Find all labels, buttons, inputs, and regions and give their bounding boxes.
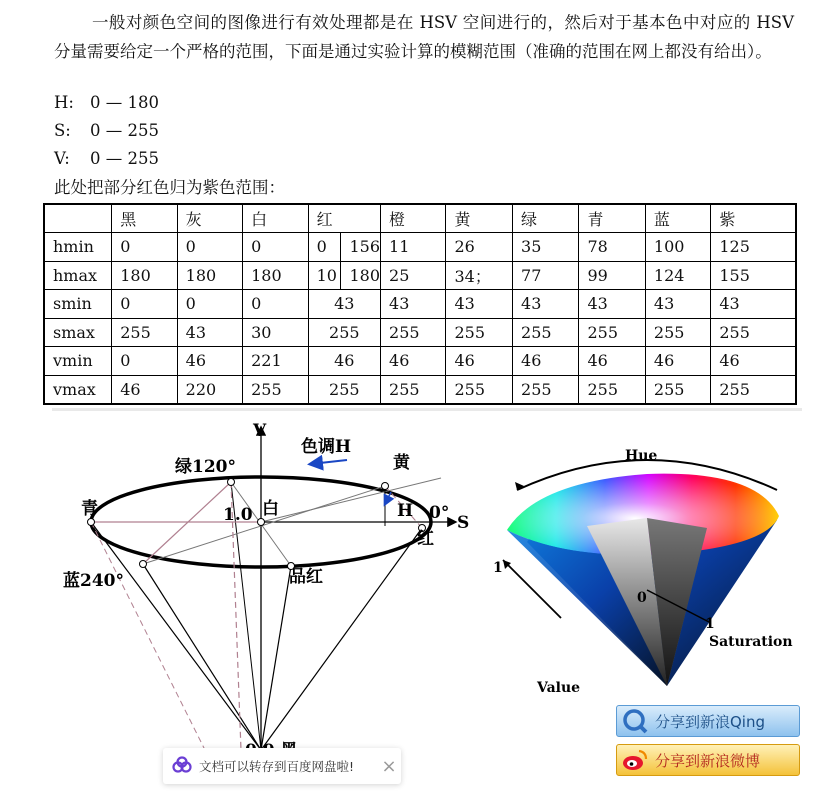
s-range: S: 0 — 255 xyxy=(54,121,159,140)
cell-black: 0 xyxy=(112,233,177,262)
cell-purple: 255 xyxy=(711,375,796,404)
cell-red: 46 xyxy=(308,347,380,376)
cell-white: 0 xyxy=(243,233,308,262)
cell-cyan: 99 xyxy=(579,261,645,290)
hue-label: 色调H xyxy=(301,437,352,457)
cell-yellow: 46 xyxy=(446,347,513,376)
v-axis-label: V xyxy=(253,421,267,441)
hsv-range-table xyxy=(43,203,797,405)
cell-yellow: 255 xyxy=(446,375,513,404)
cell-cyan: 46 xyxy=(579,347,645,376)
header-yellow: 黄 xyxy=(446,204,513,233)
cell-cyan: 43 xyxy=(579,290,645,319)
note-line: 此处把部分红色归为紫色范围： xyxy=(54,178,285,197)
hsv-color-cone xyxy=(493,430,805,698)
cell-purple: 43 xyxy=(711,290,796,319)
baidu-save-toast xyxy=(163,748,401,784)
header-black: 黑 xyxy=(112,204,177,233)
green-label: 绿120° xyxy=(175,457,236,477)
toast-text: 文档可以转存到百度网盘啦! xyxy=(199,759,355,774)
table-row xyxy=(44,347,796,376)
row-label: smin xyxy=(44,290,112,319)
cell-green: 77 xyxy=(513,261,579,290)
cell-red-b: 180 xyxy=(341,261,381,290)
section-divider xyxy=(52,408,802,411)
header-gray: 灰 xyxy=(177,204,242,233)
cell-purple: 46 xyxy=(711,347,796,376)
cell-gray: 0 xyxy=(177,233,242,262)
cell-yellow: 255 xyxy=(446,318,513,347)
header-blue: 蓝 xyxy=(645,204,710,233)
cell-black: 46 xyxy=(112,375,177,404)
cell-gray: 180 xyxy=(177,261,242,290)
cell-orange: 11 xyxy=(381,233,446,262)
cell-yellow: 26 xyxy=(446,233,513,262)
hue-direction-arrow xyxy=(311,460,347,464)
cell-blue: 124 xyxy=(645,261,710,290)
white-label: 白 xyxy=(262,499,279,519)
share-weibo-label: 分享到新浪微博 xyxy=(655,751,761,770)
h-range: H: 0 — 180 xyxy=(54,93,159,112)
cell-cyan: 78 xyxy=(579,233,645,262)
row-label: vmin xyxy=(44,347,112,376)
header-purple: 紫 xyxy=(711,204,796,233)
row-label: hmin xyxy=(44,233,112,262)
table-row xyxy=(44,375,796,404)
cell-orange: 25 xyxy=(381,261,446,290)
cell-blue: 100 xyxy=(645,233,710,262)
cyan-label: 青 xyxy=(81,499,98,519)
cell-orange: 255 xyxy=(381,375,446,404)
weibo-icon xyxy=(621,746,649,774)
cell-gray: 220 xyxy=(177,375,242,404)
cell-white: 255 xyxy=(243,375,308,404)
cloud-link-icon xyxy=(171,755,193,777)
search-q-icon xyxy=(621,707,649,735)
header-green: 绿 xyxy=(513,204,579,233)
h-label: H xyxy=(397,501,414,521)
toast-close-icon[interactable]: × xyxy=(381,755,397,777)
magenta-label: 品红 xyxy=(289,567,323,587)
cell-gray: 0 xyxy=(177,290,242,319)
row-label: smax xyxy=(44,318,112,347)
value-caption: Value xyxy=(537,680,581,696)
cell-blue: 255 xyxy=(645,375,710,404)
cell-cyan: 255 xyxy=(579,375,645,404)
table-row xyxy=(44,290,796,319)
row-label: hmax xyxy=(44,261,112,290)
cell-green: 43 xyxy=(513,290,579,319)
table-header-row xyxy=(44,204,796,233)
cell-blue: 46 xyxy=(645,347,710,376)
cell-gray: 43 xyxy=(177,318,242,347)
cell-cyan: 255 xyxy=(579,318,645,347)
share-weibo-button[interactable] xyxy=(616,744,800,776)
cell-green: 255 xyxy=(513,318,579,347)
yellow-label: 黄 xyxy=(393,453,410,473)
one-label: 1.0 xyxy=(223,505,253,525)
table-row xyxy=(44,233,796,262)
cell-orange: 43 xyxy=(381,290,446,319)
hsv-cone-diagram xyxy=(55,414,480,750)
cell-purple: 255 xyxy=(711,318,796,347)
cell-red-b: 156 xyxy=(341,233,381,262)
cell-red-a: 0 xyxy=(308,233,341,262)
cell-red: 255 xyxy=(308,318,380,347)
cell-red: 255 xyxy=(308,375,380,404)
cell-green: 46 xyxy=(513,347,579,376)
table-row xyxy=(44,318,796,347)
cell-purple: 125 xyxy=(711,233,796,262)
cell-black: 255 xyxy=(112,318,177,347)
cell-red-a: 10 xyxy=(308,261,341,290)
cell-blue: 255 xyxy=(645,318,710,347)
cell-yellow: 43 xyxy=(446,290,513,319)
header-red: 红 xyxy=(308,204,380,233)
cell-white: 221 xyxy=(243,347,308,376)
s-axis-label: S xyxy=(457,513,470,533)
cell-blue: 43 xyxy=(645,290,710,319)
hue-caption: Hue xyxy=(625,448,658,464)
origin-zero-label: 0 xyxy=(637,590,647,606)
cell-white: 0 xyxy=(243,290,308,319)
saturation-caption: Saturation xyxy=(709,634,793,650)
value-one-label: 1 xyxy=(493,560,503,576)
cell-green: 35 xyxy=(513,233,579,262)
table-corner-cell xyxy=(44,204,112,233)
blue-label: 蓝240° xyxy=(63,571,124,591)
cell-gray: 46 xyxy=(177,347,242,376)
red-label: 红 xyxy=(417,529,434,549)
saturation-one-label: 1 xyxy=(705,616,715,632)
v-range: V: 0 — 255 xyxy=(54,149,159,168)
cell-white: 180 xyxy=(243,261,308,290)
share-qing-label: 分享到新浪Qing xyxy=(655,712,766,731)
cell-purple: 155 xyxy=(711,261,796,290)
row-label: vmax xyxy=(44,375,112,404)
cell-black: 0 xyxy=(112,290,177,319)
cell-red: 43 xyxy=(308,290,380,319)
cell-orange: 46 xyxy=(381,347,446,376)
cell-orange: 255 xyxy=(381,318,446,347)
cell-green: 255 xyxy=(513,375,579,404)
table-row xyxy=(44,261,796,290)
cell-white: 30 xyxy=(243,318,308,347)
header-white: 白 xyxy=(243,204,308,233)
header-orange: 橙 xyxy=(381,204,446,233)
intro-paragraph: 一般对颜色空间的图像进行有效处理都是在 HSV 空间进行的，然后对于基本色中对应的 HSV 分量需要给定一个严格的范围，下面是通过实验计算的模糊范围（准确的范围在网上都没有给出）。 xyxy=(54,13,794,61)
cell-black: 180 xyxy=(112,261,177,290)
share-qing-button[interactable] xyxy=(616,705,800,737)
header-cyan: 青 xyxy=(579,204,645,233)
cell-black: 0 xyxy=(112,347,177,376)
zero-deg-label: 0° xyxy=(429,503,450,523)
cell-yellow: 34； xyxy=(446,261,513,290)
